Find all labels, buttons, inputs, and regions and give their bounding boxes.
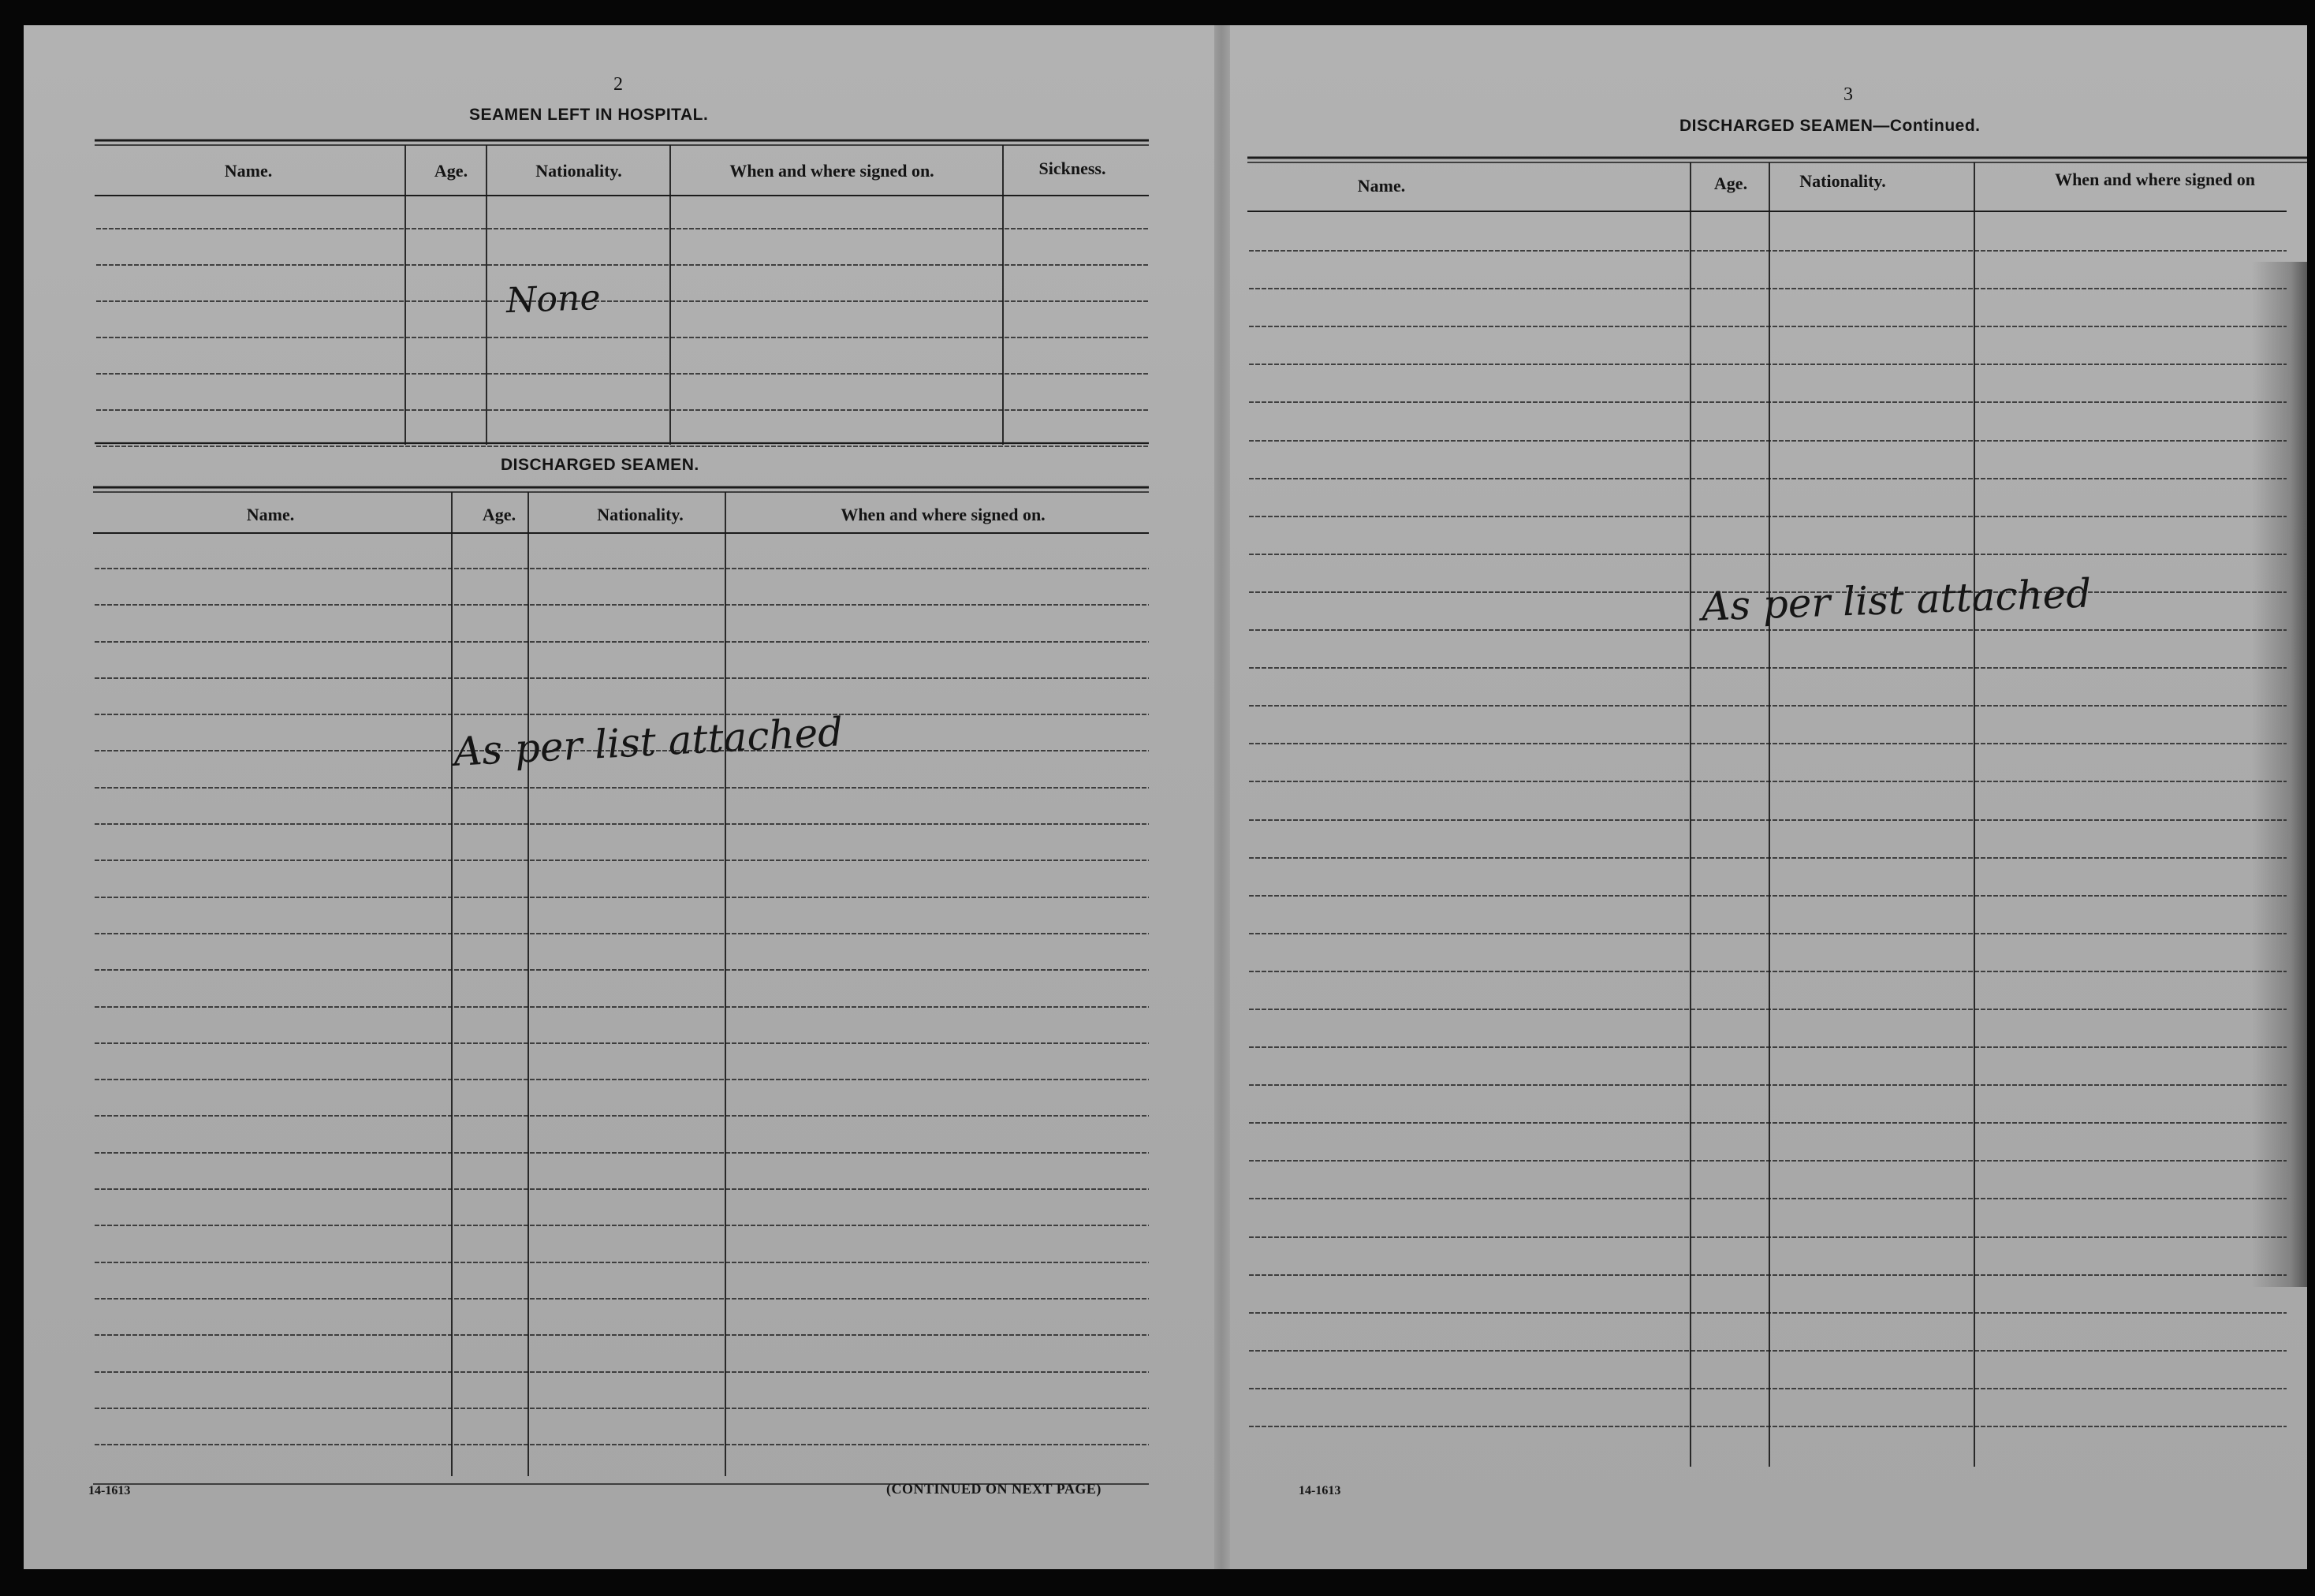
- form-rulings: [24, 25, 2307, 1569]
- scanned-document: [24, 25, 2307, 1569]
- continued-note: (CONTINUED ON NEXT PAGE): [886, 1481, 1102, 1497]
- column-header-sickness: Sickness.: [1038, 158, 1106, 178]
- column-header-nationality: Nationality.: [1799, 171, 1886, 191]
- column-header-age: Age.: [434, 161, 468, 181]
- handwritten-none-entry: None: [505, 277, 602, 322]
- handwritten-list-attached-entry: As per list attached: [1701, 570, 2093, 630]
- column-header-age: Age.: [1713, 173, 1748, 193]
- handwritten-list-attached-entry: As per list attached: [452, 709, 844, 775]
- section-title-continued: —Continued.: [1873, 117, 1981, 135]
- column-header-signed-on: When and where signed on.: [841, 505, 1046, 524]
- hospital-section-title: SEAMEN LEFT IN HOSPITAL.: [469, 106, 709, 124]
- column-header-signed-on: When and where signed on: [2055, 170, 2255, 189]
- column-header-nationality: Nationality.: [535, 161, 622, 181]
- column-header-name: Name.: [246, 505, 295, 524]
- discharged-section-title: DISCHARGED SEAMEN.: [501, 456, 699, 474]
- section-title-main: DISCHARGED SEAMEN: [1679, 117, 1873, 135]
- column-header-signed-on: When and where signed on.: [729, 161, 934, 181]
- form-code: 14-1613: [88, 1484, 131, 1497]
- column-header-name: Name.: [1357, 176, 1406, 196]
- column-header-name: Name.: [224, 161, 273, 181]
- column-header-age: Age.: [482, 505, 516, 524]
- form-code: 14-1613: [1299, 1484, 1341, 1497]
- page-number: 3: [1843, 84, 1853, 105]
- page-number: 2: [613, 74, 623, 95]
- column-header-nationality: Nationality.: [597, 505, 684, 524]
